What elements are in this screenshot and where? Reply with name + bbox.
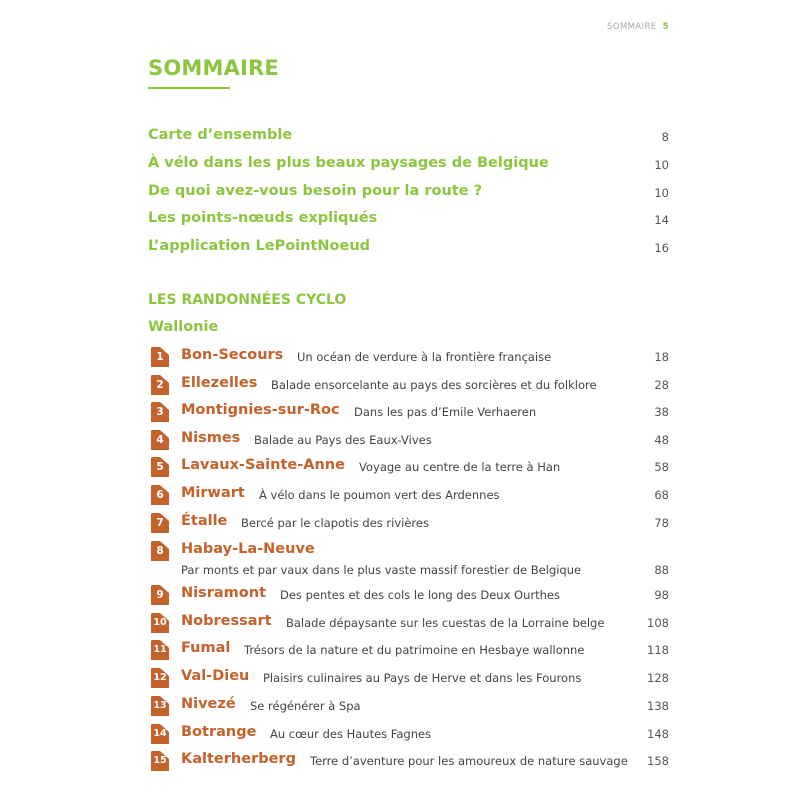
route-page: 68 (654, 488, 669, 502)
route-page: 158 (647, 754, 669, 768)
route-number: 2 (156, 379, 164, 391)
route-name: Ellezelles (181, 375, 258, 391)
route-name: Nobressart (181, 613, 272, 629)
route-page: 58 (654, 460, 669, 474)
route-description: Un océan de verdure à la frontière française (297, 350, 552, 364)
route-description: Voyage au centre de la terre à Han (359, 460, 561, 474)
route-item[interactable] (148, 611, 669, 635)
route-description: Dans les pas d’Emile Verhaeren (354, 405, 537, 419)
route-item[interactable] (148, 749, 669, 773)
route-page: 108 (647, 616, 669, 630)
running-head-page-number: 5 (662, 22, 669, 32)
route-name: Nisramont (181, 585, 266, 601)
route-description: Bercé par le clapotis des rivières (241, 516, 429, 530)
route-item[interactable] (148, 345, 669, 369)
route-number: 12 (153, 672, 167, 683)
route-description: Des pentes et des cols le long des Deux Ourthes (280, 588, 560, 602)
route-item[interactable] (148, 539, 669, 577)
route-number: 8 (156, 545, 164, 557)
route-number: 11 (153, 644, 167, 655)
route-description: Balade au Pays des Eaux-Vives (254, 433, 432, 447)
route-name: Fumal (181, 640, 231, 656)
toc-item-page: 16 (654, 241, 669, 255)
route-page: 118 (647, 643, 669, 657)
toc-item-title: Les points-nœuds expliqués (148, 210, 378, 226)
route-name: Nivezé (181, 696, 236, 712)
toc-item-page: 14 (654, 213, 669, 227)
route-name: Val-Dieu (181, 668, 250, 684)
route-page: 18 (654, 350, 669, 364)
route-item[interactable] (148, 694, 669, 718)
toc-item-title: Carte d’ensemble (148, 127, 293, 143)
route-description: Terre d’aventure pour les amoureux de nature sauvage (310, 754, 628, 768)
route-number: 5 (156, 461, 164, 473)
toc-item-page: 8 (661, 130, 669, 144)
route-page: 138 (647, 699, 669, 713)
route-number: 3 (156, 406, 164, 418)
route-number: 7 (156, 517, 164, 529)
route-item[interactable] (148, 666, 669, 690)
page-title: SOMMAIRE (148, 56, 279, 80)
route-description: Plaisirs culinaires au Pays de Herve et dans les Fourons (263, 671, 582, 685)
route-item[interactable] (148, 583, 669, 607)
route-number: 10 (153, 617, 167, 628)
route-description: Se régénérer à Spa (250, 699, 361, 713)
route-number: 1 (156, 351, 164, 363)
route-item[interactable] (148, 400, 669, 424)
toc-item[interactable] (148, 155, 669, 175)
route-number: 9 (156, 589, 164, 601)
route-item[interactable] (148, 373, 669, 397)
route-item[interactable] (148, 511, 669, 535)
route-page: 78 (654, 516, 669, 530)
route-name: Étalle (181, 513, 228, 529)
route-number: 6 (156, 489, 164, 501)
toc-item-title: De quoi avez-vous besoin pour la route ? (148, 183, 483, 199)
route-name: Botrange (181, 724, 257, 740)
toc-item-title: L’application LePointNoeud (148, 238, 371, 254)
toc-item[interactable] (148, 183, 669, 203)
route-item[interactable] (148, 483, 669, 507)
route-item[interactable] (148, 428, 669, 452)
route-page: 48 (654, 433, 669, 447)
toc-item[interactable] (148, 210, 669, 230)
route-page: 98 (654, 588, 669, 602)
section-heading: LES RANDONNÉES CYCLO (148, 292, 347, 308)
route-page: 38 (654, 405, 669, 419)
route-name: Nismes (181, 430, 241, 446)
toc-item[interactable] (148, 238, 669, 258)
toc-item-page: 10 (654, 186, 669, 200)
route-item[interactable] (148, 455, 669, 479)
route-description: Par monts et par vaux dans le plus vaste massif forestier de Belgique (181, 563, 582, 577)
route-description: Au cœur des Hautes Fagnes (270, 727, 432, 741)
route-description: À vélo dans le poumon vert des Ardennes (259, 488, 500, 502)
route-item[interactable] (148, 722, 669, 746)
route-description: Balade dépaysante sur les cuestas de la Lorraine belge (286, 616, 605, 630)
route-name: Kalterherberg (181, 751, 296, 767)
route-name: Bon-Secours (181, 347, 284, 363)
route-page: 88 (654, 563, 669, 577)
toc-item-title: À vélo dans les plus beaux paysages de Belgique (148, 155, 549, 171)
route-page: 28 (654, 378, 669, 392)
route-number: 4 (156, 434, 164, 446)
route-name: Lavaux-Sainte-Anne (181, 457, 345, 473)
route-name: Habay-La-Neuve (181, 541, 315, 557)
route-description: Balade ensorcelante au pays des sorcières et du folklore (271, 378, 597, 392)
title-underline (148, 87, 230, 89)
route-name: Montignies-sur-Roc (181, 402, 340, 418)
toc-item-page: 10 (654, 158, 669, 172)
route-name: Mirwart (181, 485, 245, 501)
route-page: 148 (647, 727, 669, 741)
region-heading: Wallonie (148, 319, 219, 335)
route-number: 15 (153, 755, 167, 766)
route-page: 128 (647, 671, 669, 685)
route-number: 14 (153, 728, 167, 739)
running-head (607, 22, 669, 32)
route-item[interactable] (148, 638, 669, 662)
running-head-label: SOMMAIRE (607, 22, 657, 32)
route-number: 13 (153, 700, 167, 711)
toc-item[interactable] (148, 127, 669, 147)
route-description: Trésors de la nature et du patrimoine en Hesbaye wallonne (244, 643, 585, 657)
